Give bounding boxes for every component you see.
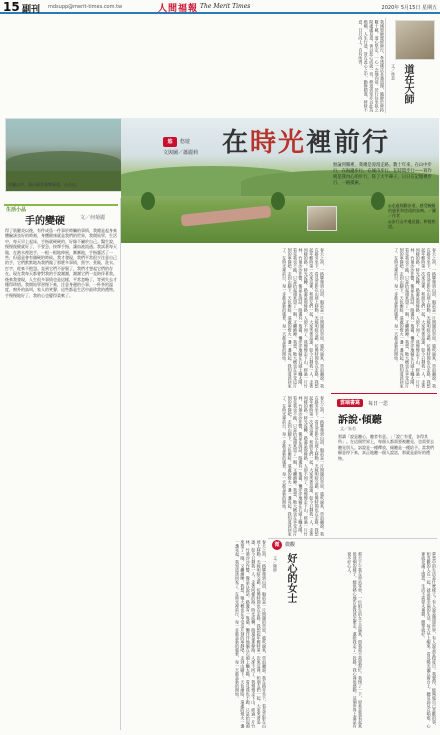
lady-body: 那天下午我在車站等車，一位陌生的女士走過來，問我需不需要幫忙。我愣了一下，原來是我看起來很迷惘的樣子。她很熱心地告訴我該怎麼走，還陪我走了一段路。我心裡很感動，這個世界上還是有很多好心人。 — [347, 552, 363, 728]
hero-kicker: 悠遊 — [180, 139, 191, 145]
middle-essay-body-top: 春天之初，一路攀爬到山頂，眼前是一片開闊的草原，風吹過來，草浪翻滾。我在路旁坐下，看見雲影在山坡上移動，光線明暗交錯，彷彿時間也在走路。我想起年輕時第一次來這裡，和朋友們一起，大家笑著追逐，如今只剩我一人，走著同樣的路。時光流轉，路還是那條路，人卻不同了。我慢慢走下山，經過一片竹林，竹葉沙沙作響，像是在說話。路邊有一隻貓，懶洋洋地躺在石頭上曬太陽，看見我也不跑，只是抬起頭來望了一眼，又繼續睡。我想，牠大概也在享受這片刻的寧靜吧。走到山腳下，天色漸暗，遠處的燈火一盞一盞亮起，我知道該回家了。在時光裡前行，每一步都是新的風景，每一天都是新的開始。 — [282, 248, 325, 388]
issue-date: 2020年 5月15日 星期五 — [381, 5, 437, 11]
top-article-title: 道在大師 — [402, 64, 413, 104]
top-article-author: 文／林嘉 — [391, 64, 396, 80]
essay-author: 文／何菊麗 — [80, 215, 106, 221]
lady-title: 好心的女士 — [285, 553, 296, 603]
top-article-body: 我國聖師歷經修行，參透佛法本義道理，隨師於修持數十載，道心堅定，一心一念地向前，於行住坐臥之間處處見道，善以悲心成就一切，修道者眾亦以此為楷模，人生行道，皆在此心之中，勤修精進，時時不怠，日日向上，自有所得。 — [358, 20, 385, 112]
page-number: 15 — [3, 0, 20, 14]
column-divider — [120, 198, 121, 730]
lady-author: 文／陳修 — [273, 556, 278, 572]
newspaper-logo-en: The Merit Times — [200, 3, 251, 10]
hero-kicker-badge: 悠 — [163, 137, 177, 147]
daily-kicker-badge: 雲端書寫 — [337, 399, 363, 407]
daily-author: 文／朱苔 — [340, 426, 356, 431]
hero-intro: 無論到哪裡，我總是漫漫走路。數十年來，在山中步行，在海邊步行，在城市步行，在時間步行——寫作則是我內心的步行，寫了大半輩子，日日在記憶裡步行，一路摸索。 — [333, 163, 432, 186]
photo-caption: 左圖山中，看山看雲看物看花，心自在。 — [8, 182, 80, 187]
newspaper-logo: 人間福報 — [158, 4, 199, 14]
hero-photo-captions: ◎走過刻劃步道，感受蜿蜒的風景和悠遠的鳥鳴。／圖／作者 ◎步行山中遇見貓，和牠相望。 — [388, 203, 436, 229]
essay-kicker: 生活小品 — [6, 207, 27, 213]
right-bottom-body: 夢想中的生活是什麼樣子？有人說是環遊世界，有人說是安穩度日。我覺得，能夠做自己喜歡的事，和喜歡的人在一起，就是最幸福的生活。每天早上醒來，看見陽光灑在窗台上，聽見鳥兒在唱歌，心裡就充滿了感恩。生活不需要太複雜，簡單就好。 — [421, 552, 437, 728]
column-divider — [385, 18, 386, 113]
section-title: 副刊 — [22, 5, 41, 15]
lady-kicker-badge: 微 — [272, 540, 282, 550]
lady-kicker: 微觀 — [285, 542, 296, 548]
author-photo — [395, 20, 435, 60]
cat-photo — [307, 206, 337, 231]
daily-title: 訴說·傾聽 — [338, 415, 382, 426]
daily-kicker: 每日一思 — [368, 401, 389, 407]
right-body-top: 春天之初，一路攀爬到山頂，眼前是一片開闊的草原，風吹過來，草浪翻滾。我在路旁坐下，看見雲影在山坡上移動，光線明暗交錯，彷彿時間也在走路。我想起年輕時第一次來這裡，和朋友們一起，大家笑著追逐，如今只剩我一人，走著同樣的路。時光流轉，路還是那條路，人卻不同了。我慢慢走下山，經過一片竹林，竹葉沙沙作響，像是在說話。路邊有一隻貓，懶洋洋地躺在石頭上曬太陽，看見我也不跑，只是抬起頭來望了一眼，又繼續睡。我想，牠大概也在享受這片刻的寧靜吧。走到山腳下，天色漸暗，遠處的燈火一盞一盞亮起，我知道該回家了。在時光裡前行，每一步都是新的風景，每一天都是新的開始。 — [394, 248, 437, 388]
landscape-photo — [5, 118, 122, 192]
essay-body: 得了肌腱炎以後，有件成爲一件事於時觸的事情，我總是起身來體驗該良好的時刻，身體健康就是我們的世界，我開始學，生活中，每天早上起床，手指就硬硬的，好像不屬於自己。醫生說，慢慢復健就好了，不要急，按摩手指，讓血液流通。我試著每天做，在熱水裡泡手，一根一根地伸展，漸漸地，手指靈活了一些，但還是會有僵硬的時候。我才發現，我們平常很少注意自己的手，它們默默地為我們做了那麼多事情，寫字、煮飯、洗衣、打字，從來不抱怨。直到它們不舒服了，我們才想起它們的存在。現在我每天都會對我的手說謝謝，謝謝它們一直陪伴著我。後來我發現，人生很多事情也是這樣，平常忽略了，等到失去才懂得珍惜。我開始學習慢下來，注意身邊的小事，一杯茶的溫度，窗外的鳥叫，家人的笑聲，這些都是生活中最珍貴的禮物。手慢慢地好了，我的心也變得柔軟了。 — [5, 228, 117, 298]
hero-headline: 在時光裡前行 — [222, 128, 391, 158]
email-address: mdsupp@merit-times.com.tw — [48, 4, 123, 10]
middle-essay-body-mid: 春天之初，一路攀爬到山頂，眼前是一片開闊的草原，風吹過來，草浪翻滾。我在路旁坐下，看見雲影在山坡上移動，光線明暗交錯，彷彿時間也在走路。我想起年輕時第一次來這裡，和朋友們一起，大家笑著追逐，如今只剩我一人，走著同樣的路。時光流轉，路還是那條路，人卻不同了。我慢慢走下山，經過一片竹林，竹葉沙沙作響，像是在說話。路邊有一隻貓，懶洋洋地躺在石頭上曬太陽，看見我也不跑，只是抬起頭來望了一眼，又繼續睡。我想，牠大概也在享受這片刻的寧靜吧。走到山腳下，天色漸暗，遠處的燈火一盞一盞亮起，我知道該回家了。在時光裡前行，每一步都是新的風景，每一天都是新的開始。 — [282, 396, 325, 536]
page-header — [0, 0, 440, 14]
essay-title: 手的變硬 — [25, 216, 65, 227]
section-divider — [268, 538, 437, 539]
middle-essay-body-bottom: 春天之初，一路攀爬到山頂，眼前是一片開闊的草原，風吹過來，草浪翻滾。我在路旁坐下，看見雲影在山坡上移動，光線明暗交錯，彷彿時間也在走路。我想起年輕時第一次來這裡，和朋友們一起，大家笑著追逐，如今只剩我一人，走著同樣的路。時光流轉，路還是那條路，人卻不同了。我慢慢走下山，經過一片竹林，竹葉沙沙作響，像是在說話。路邊有一隻貓，懶洋洋地躺在石頭上曬太陽，看見我也不跑，只是抬起頭來望了一眼，又繼續睡。我想，牠大概也在享受這片刻的寧靜吧。走到山腳下，天色漸暗，遠處的燈火一盞一盞亮起，我知道該回家了。在時光裡前行，每一步都是新的風景，每一天都是新的開始。 — [234, 540, 267, 728]
hero-byline: 文與圖／蕭麗莉 — [163, 150, 199, 156]
daily-body: 那讀「說是聽心，聽者有意。」「說亡有愛，各得其所」。在這個世界上，每個人都需要被聽見，也需要去聽見別人。訴說是一種釋放，傾聽是一種給予。當我們願意停下來，真正地聽一個人說話，那就是最好的禮物。 — [338, 434, 434, 461]
